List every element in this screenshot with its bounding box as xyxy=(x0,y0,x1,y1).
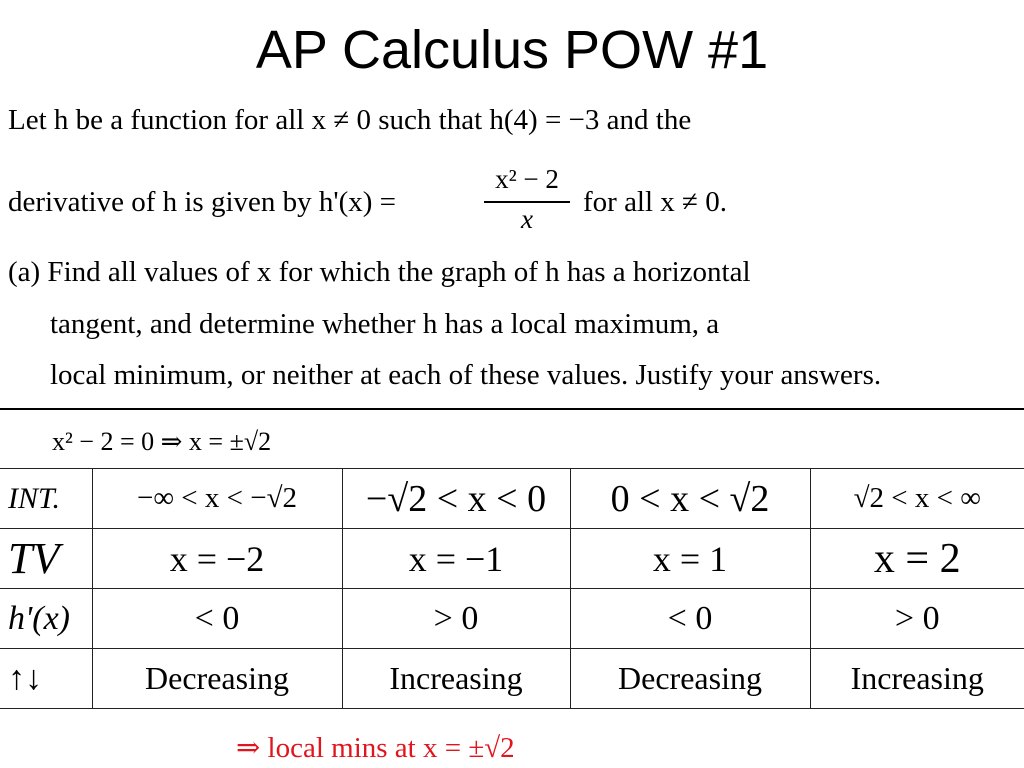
row-label-derivative: h'(x) xyxy=(0,589,92,649)
test-value-cell: x = −1 xyxy=(342,529,570,589)
row-label-test-value: TV xyxy=(0,529,92,589)
interval-cell: −√2 < x < 0 xyxy=(342,469,570,529)
behavior-row xyxy=(0,649,1024,709)
interval-row xyxy=(0,469,1024,529)
behavior-cell: Decreasing xyxy=(92,649,342,709)
behavior-cell: Decreasing xyxy=(570,649,810,709)
derivative-sign-cell: > 0 xyxy=(342,589,570,649)
test-value-row xyxy=(0,529,1024,589)
derivative-sign-cell: < 0 xyxy=(92,589,342,649)
fraction-bar xyxy=(484,201,570,203)
derivative-fraction xyxy=(484,160,570,250)
problem-line-1: Let h be a function for all x ≠ 0 such that h(4) = −3 and the xyxy=(8,104,692,136)
test-value-cell: x = 1 xyxy=(570,529,810,589)
slide-title: AP Calculus POW #1 xyxy=(255,20,769,80)
test-value-cell: x = −2 xyxy=(92,529,342,589)
behavior-cell: Increasing xyxy=(810,649,1024,709)
part-a-line-3: local minimum, or neither at each of these values. Justify your answers. xyxy=(50,359,882,391)
behavior-cell: Increasing xyxy=(342,649,570,709)
divider-line xyxy=(0,408,1024,410)
row-label-interval: INT. xyxy=(0,469,92,529)
part-a-line-1: (a) Find all values of x for which the graph of h has a horizontal xyxy=(8,256,751,288)
sign-chart-table xyxy=(0,468,1024,709)
test-value-cell: x = 2 xyxy=(810,529,1024,589)
derivative-sign-cell: > 0 xyxy=(810,589,1024,649)
conclusion-text: ⇒ local mins at x = ±√2 xyxy=(236,732,515,764)
interval-cell: −∞ < x < −√2 xyxy=(92,469,342,529)
derivative-sign-cell: < 0 xyxy=(570,589,810,649)
fraction-numerator: x² − 2 xyxy=(495,164,559,194)
interval-cell: √2 < x < ∞ xyxy=(810,469,1024,529)
derivative-sign-row xyxy=(0,589,1024,649)
problem-line-2-after: for all x ≠ 0. xyxy=(583,186,727,218)
interval-cell: 0 < x < √2 xyxy=(570,469,810,529)
part-a-line-2: tangent, and determine whether h has a local maximum, a xyxy=(50,308,720,340)
problem-line-2-before: derivative of h is given by h'(x) = xyxy=(8,186,397,218)
fraction-denominator: x xyxy=(521,204,533,234)
row-label-arrows: ↑↓ xyxy=(0,649,92,709)
critical-points-work: x² − 2 = 0 ⇒ x = ±√2 xyxy=(52,427,272,456)
